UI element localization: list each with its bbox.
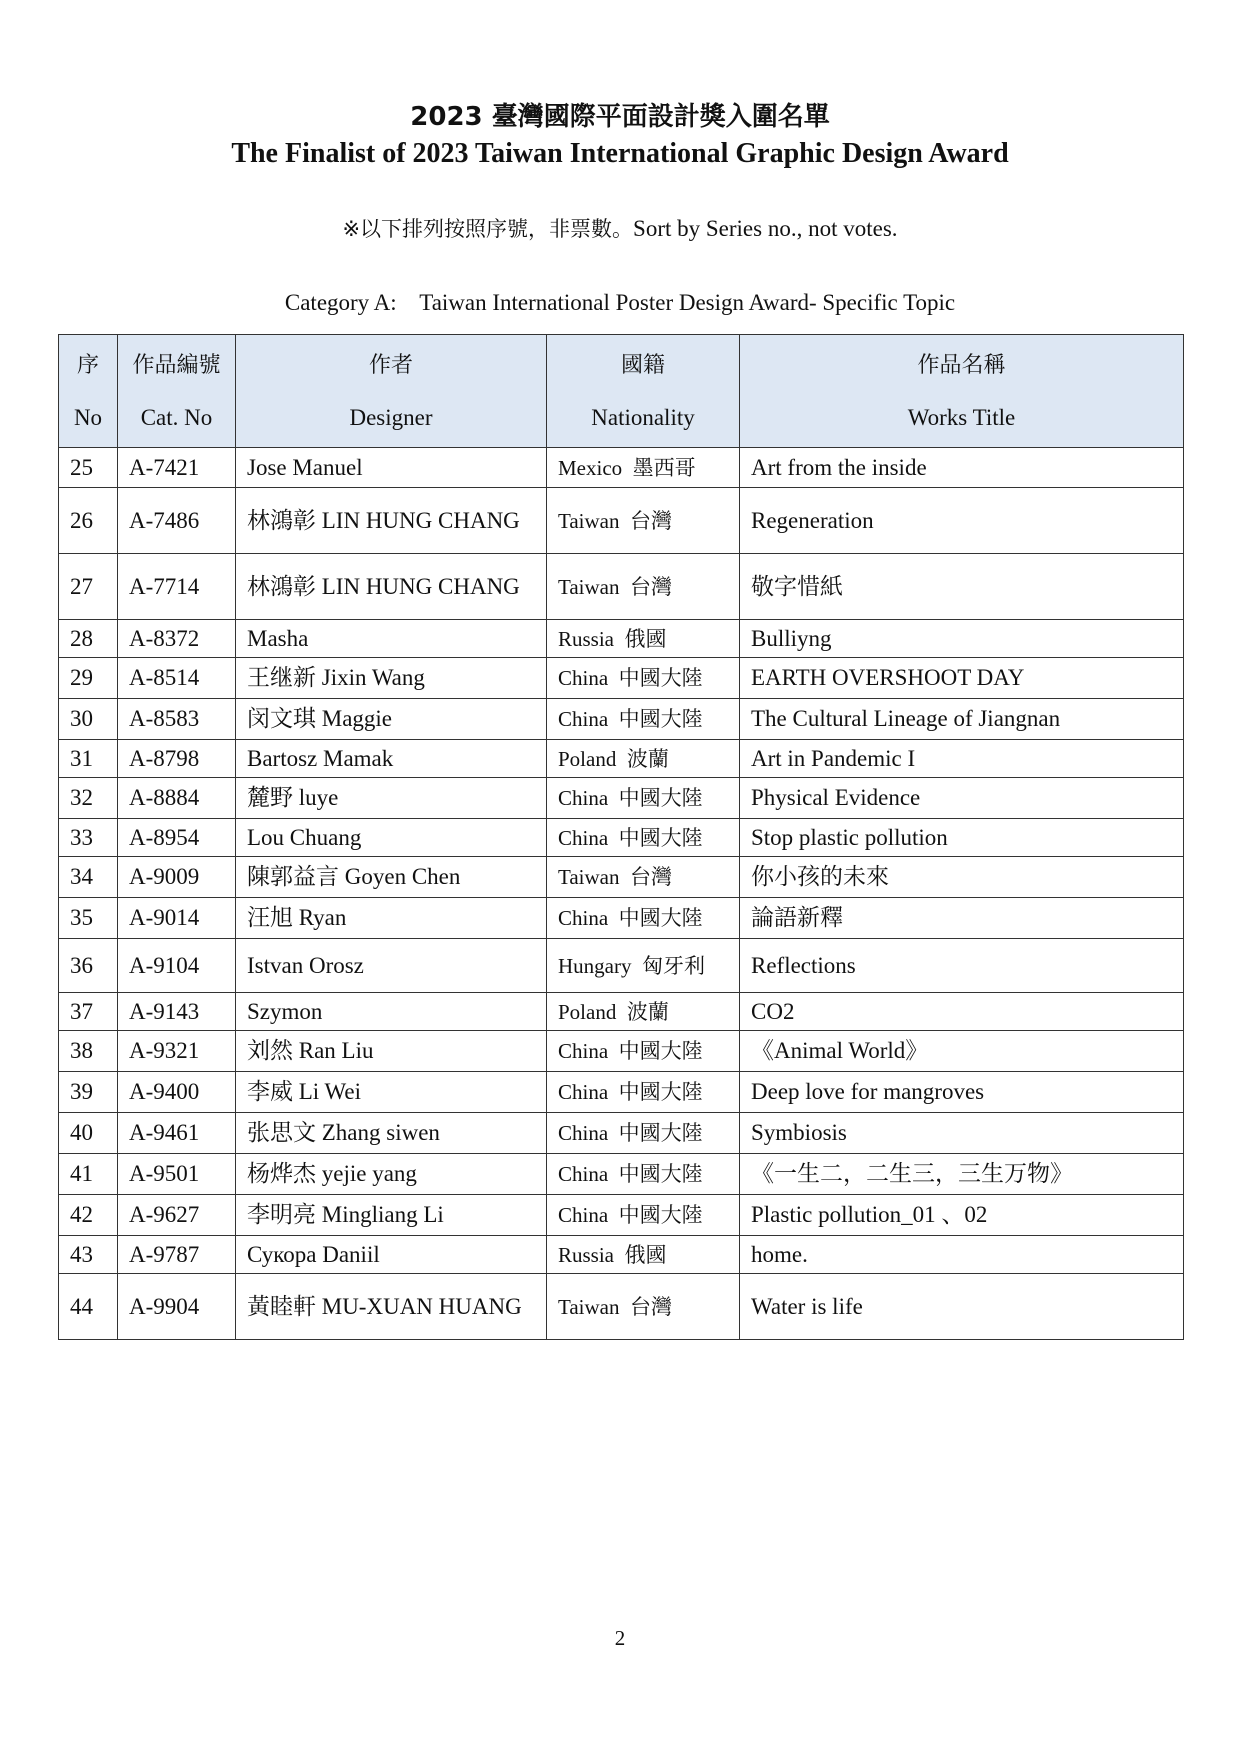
cell-nationality: Russia 俄國 — [547, 620, 740, 658]
header-no-en: No — [73, 405, 103, 430]
cell-designer: 汪旭 Ryan — [236, 898, 547, 939]
cell-no: 43 — [59, 1236, 118, 1274]
cell-cat-no: A-7421 — [118, 448, 236, 488]
header-nationality — [547, 335, 740, 448]
header-nationality-en: Nationality — [591, 405, 695, 430]
table-row — [59, 620, 1184, 658]
cell-no: 42 — [59, 1195, 118, 1236]
cell-nationality: China 中國大陸 — [547, 1031, 740, 1072]
table-row — [59, 1195, 1184, 1236]
table-row — [59, 898, 1184, 939]
sort-note — [0, 213, 1240, 243]
cell-cat-no: A-9400 — [118, 1072, 236, 1113]
cell-nationality: Poland 波蘭 — [547, 740, 740, 778]
table-row — [59, 488, 1184, 554]
cell-nationality: Taiwan 台灣 — [547, 1274, 740, 1340]
page-title-english: The Finalist of 2023 Taiwan International Graphic Design Award — [231, 138, 1009, 169]
cell-nationality: Taiwan 台灣 — [547, 488, 740, 554]
header-no-zh: 序 — [76, 353, 99, 378]
cell-works-title: EARTH OVERSHOOT DAY — [740, 658, 1184, 699]
header-works-title — [740, 335, 1184, 448]
cell-cat-no: A-8954 — [118, 819, 236, 857]
table-row — [59, 554, 1184, 620]
cell-no: 33 — [59, 819, 118, 857]
table-row — [59, 1274, 1184, 1340]
cell-cat-no: A-9904 — [118, 1274, 236, 1340]
header-cat-no — [118, 335, 236, 448]
cell-works-title: 論語新釋 — [740, 898, 1184, 939]
cell-no: 37 — [59, 993, 118, 1031]
table-row — [59, 1154, 1184, 1195]
cell-no: 31 — [59, 740, 118, 778]
cell-nationality: China 中國大陸 — [547, 898, 740, 939]
table-row — [59, 740, 1184, 778]
header-designer — [236, 335, 547, 448]
cell-nationality: China 中國大陸 — [547, 699, 740, 740]
cell-cat-no: A-8583 — [118, 699, 236, 740]
cell-designer: 张思文 Zhang siwen — [236, 1113, 547, 1154]
cell-nationality: Russia 俄國 — [547, 1236, 740, 1274]
table-row — [59, 993, 1184, 1031]
cell-cat-no: A-7486 — [118, 488, 236, 554]
table-row — [59, 939, 1184, 993]
cell-cat-no: A-9627 — [118, 1195, 236, 1236]
cell-works-title: 你小孩的未來 — [740, 857, 1184, 898]
cell-designer: 李明亮 Mingliang Li — [236, 1195, 547, 1236]
cell-works-title: home. — [740, 1236, 1184, 1274]
table-body — [59, 448, 1184, 1340]
cell-designer: Lou Chuang — [236, 819, 547, 857]
cell-cat-no: A-8798 — [118, 740, 236, 778]
cell-designer: 麓野 luye — [236, 778, 547, 819]
cell-works-title: Symbiosis — [740, 1113, 1184, 1154]
cell-nationality: China 中國大陸 — [547, 1072, 740, 1113]
cell-cat-no: A-8514 — [118, 658, 236, 699]
cell-nationality: China 中國大陸 — [547, 1195, 740, 1236]
cell-no: 40 — [59, 1113, 118, 1154]
cell-no: 30 — [59, 699, 118, 740]
cell-cat-no: A-8884 — [118, 778, 236, 819]
cell-designer: Szymon — [236, 993, 547, 1031]
cell-works-title: 《Animal World》 — [740, 1031, 1184, 1072]
cell-cat-no: A-9461 — [118, 1113, 236, 1154]
cell-nationality: China 中國大陸 — [547, 778, 740, 819]
header-works-title-zh: 作品名稱 — [917, 353, 1006, 378]
cell-works-title: Plastic pollution_01 、02 — [740, 1195, 1184, 1236]
cell-nationality: Mexico 墨西哥 — [547, 448, 740, 488]
cell-designer: 林鴻彰 LIN HUNG CHANG — [236, 488, 547, 554]
page-number: 2 — [614, 1626, 626, 1650]
cell-works-title: The Cultural Lineage of Jiangnan — [740, 699, 1184, 740]
cell-works-title: Bulliyng — [740, 620, 1184, 658]
sort-note-chinese: ※以下排列按照序號，非票數。 — [342, 217, 634, 241]
cell-no: 41 — [59, 1154, 118, 1195]
cell-cat-no: A-7714 — [118, 554, 236, 620]
cell-works-title: Reflections — [740, 939, 1184, 993]
header-nationality-zh: 國籍 — [620, 353, 665, 378]
cell-cat-no: A-9104 — [118, 939, 236, 993]
cell-works-title: Water is life — [740, 1274, 1184, 1340]
cell-cat-no: A-9014 — [118, 898, 236, 939]
cell-works-title: Physical Evidence — [740, 778, 1184, 819]
cell-designer: 刘然 Ran Liu — [236, 1031, 547, 1072]
cell-nationality: Taiwan 台灣 — [547, 857, 740, 898]
cell-cat-no: A-9143 — [118, 993, 236, 1031]
cell-designer: Сукора Daniil — [236, 1236, 547, 1274]
cell-nationality: China 中國大陸 — [547, 819, 740, 857]
cell-no: 26 — [59, 488, 118, 554]
table-row — [59, 1072, 1184, 1113]
cell-nationality: China 中國大陸 — [547, 1113, 740, 1154]
cell-designer: 陳郭益言 Goyen Chen — [236, 857, 547, 898]
cell-designer: Istvan Orosz — [236, 939, 547, 993]
table-header-row — [59, 335, 1184, 448]
cell-works-title: CO2 — [740, 993, 1184, 1031]
cell-designer: Masha — [236, 620, 547, 658]
cell-designer: 林鴻彰 LIN HUNG CHANG — [236, 554, 547, 620]
table-row — [59, 699, 1184, 740]
finalist-table — [58, 334, 1184, 1340]
cell-designer: 李威 Li Wei — [236, 1072, 547, 1113]
cell-no: 34 — [59, 857, 118, 898]
cell-works-title: Deep love for mangroves — [740, 1072, 1184, 1113]
cell-designer: 王继新 Jixin Wang — [236, 658, 547, 699]
cell-no: 35 — [59, 898, 118, 939]
cell-no: 36 — [59, 939, 118, 993]
cell-no: 38 — [59, 1031, 118, 1072]
cell-no: 25 — [59, 448, 118, 488]
table-row — [59, 1236, 1184, 1274]
cell-works-title: Art from the inside — [740, 448, 1184, 488]
table-row — [59, 857, 1184, 898]
header-designer-zh: 作者 — [368, 353, 413, 378]
cell-works-title: 《一生二，二生三，三生万物》 — [740, 1154, 1184, 1195]
cell-nationality: Hungary 匈牙利 — [547, 939, 740, 993]
cell-cat-no: A-9009 — [118, 857, 236, 898]
sort-note-english: Sort by Series no., not votes. — [633, 216, 898, 241]
header-no — [59, 335, 118, 448]
cell-nationality: China 中國大陸 — [547, 658, 740, 699]
page-title-chinese: 2023 臺灣國際平面設計獎入圍名單 — [410, 102, 830, 132]
table-row — [59, 1031, 1184, 1072]
cell-works-title: 敬字惜紙 — [740, 554, 1184, 620]
cell-no: 27 — [59, 554, 118, 620]
table-row — [59, 778, 1184, 819]
cell-nationality: Poland 波蘭 — [547, 993, 740, 1031]
cell-designer: 黃睦軒 MU-XUAN HUANG — [236, 1274, 547, 1340]
cell-designer: Bartosz Mamak — [236, 740, 547, 778]
cell-no: 29 — [59, 658, 118, 699]
cell-designer: 杨烨杰 yejie yang — [236, 1154, 547, 1195]
cell-designer: 闵文琪 Maggie — [236, 699, 547, 740]
header-cat-no-zh: 作品編號 — [132, 353, 221, 378]
cell-no: 32 — [59, 778, 118, 819]
table-row — [59, 448, 1184, 488]
cell-nationality: Taiwan 台灣 — [547, 554, 740, 620]
cell-cat-no: A-8372 — [118, 620, 236, 658]
table-row — [59, 658, 1184, 699]
header-works-title-en: Works Title — [907, 405, 1016, 430]
table-row — [59, 1113, 1184, 1154]
header-cat-no-en: Cat. No — [140, 405, 213, 430]
cell-works-title: Art in Pandemic I — [740, 740, 1184, 778]
cell-designer: Jose Manuel — [236, 448, 547, 488]
cell-no: 39 — [59, 1072, 118, 1113]
cell-cat-no: A-9501 — [118, 1154, 236, 1195]
cell-works-title: Regeneration — [740, 488, 1184, 554]
cell-cat-no: A-9787 — [118, 1236, 236, 1274]
header-designer-en: Designer — [349, 405, 433, 430]
cell-works-title: Stop plastic pollution — [740, 819, 1184, 857]
table-row — [59, 819, 1184, 857]
cell-no: 44 — [59, 1274, 118, 1340]
cell-no: 28 — [59, 620, 118, 658]
category-heading: Category A: Taiwan International Poster Design Award- Specific Topic — [284, 290, 956, 315]
cell-nationality: China 中國大陸 — [547, 1154, 740, 1195]
cell-cat-no: A-9321 — [118, 1031, 236, 1072]
